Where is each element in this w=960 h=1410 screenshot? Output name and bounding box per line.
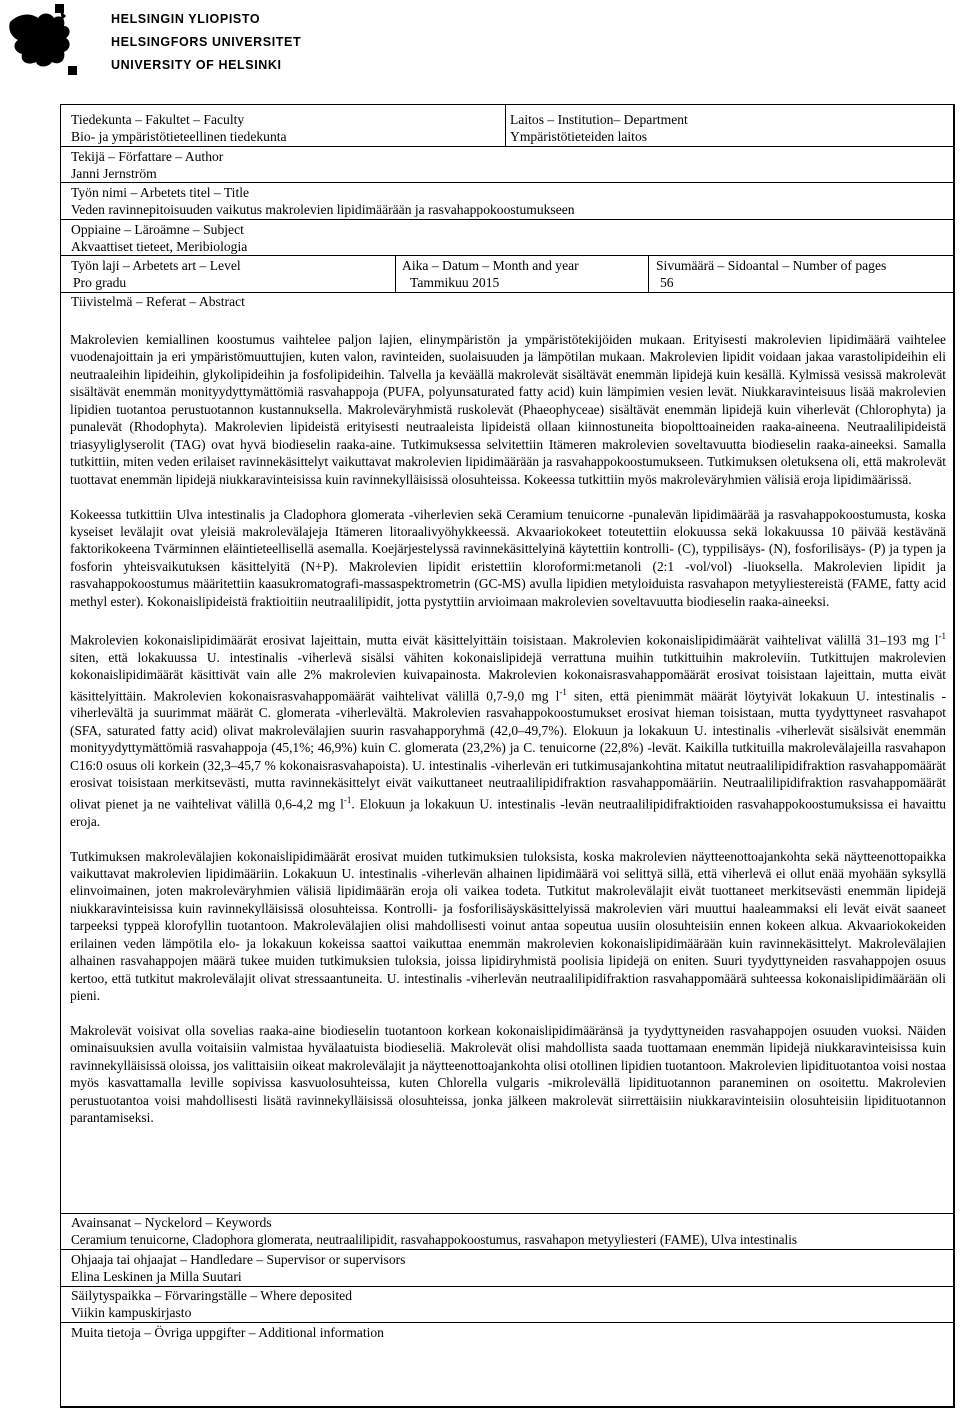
deposited-value: Viikin kampuskirjasto [71, 1305, 192, 1320]
level-value: Pro gradu [73, 275, 127, 290]
subject-label: Oppiaine – Läroämne – Subject [71, 222, 244, 237]
row-divider [60, 219, 955, 220]
superscript: -1 [559, 686, 567, 697]
deposited-label: Säilytyspaikka – Förvaringställe – Where deposited [71, 1288, 353, 1303]
abstract-paragraph: Makrolevien kemiallinen koostumus vaihtelee paljon lajien, elinympäristön ja ympäristötekijöiden mukaan. Erityisesti makrolevien lipidimäärä vaihtelee vuodenajoittain ja eri ympäristömuuttujien, kuten valon, ravinteiden, suolaisuuden ja lämpötilan mukaan. Makrolevien lipidit voidaan jakaa varastolipideihin eli neutraaleihin lipideihin, glykolipideihin ja fosfolipideihin. Talvella ja keväällä makrolevät sisältävät enemmän lipidejä kuin kesällä. Kylmissä vesissä makrolevät sisältävät enemmän monityydyttymättömiä rasvahappoja (PUFA, polyunsaturated fatty acid) kuin lämpimien vesien levät. Niukkaravinteisuus lisää makrolevien lipidien tuotantoa perustuotannon kustannuksella. Makroleväryhmistä ruskolevät (Phaeophyceae) sisältävät enemmän lipidejä kuin viherlevät (Chlorophyta) ja punalevät (Rhodophyta). Makrolevien lipideistä erityisesti neutraaleista lipideistä ollaan kiinnostuneita biopolttoaineiden raaka-aineena. Neutraalilipideistä triasyyliglyserolit (TAG) ovat hyvä biodieselin raaka-aine. Tutkimuksessa selvitettiin Itämeren makrolevien soveltavuutta biodieselin raaka-aineeksi. Samalla tutkittiin, miten veden erilaiset ravinnekäsittelyt vaikuttavat makrolevien lipidimäärään ja rasvahappokoostumukseen. Tutkimuksen oletuksena oli, että makrolevät tuottavat enemmän lipidejä niukkaravinteisissa kuin ravinnekylläisissä olosuhteissa. Kokeessa tutkittiin myös makroleväryhmien välisiä eroja lipidimäärissä. [70, 332, 946, 487]
column-divider [648, 255, 649, 292]
superscript: -1 [343, 794, 352, 805]
level-label: Työn laji – Arbetets art – Level [71, 258, 241, 273]
supervisor-value: Elina Leskinen ja Milla Suutari [71, 1269, 242, 1284]
university-name-sv: HELSINGFORS UNIVERSITET [111, 35, 302, 49]
supervisor-label: Ohjaaja tai ohjaajat – Handledare – Supervisor or supervisors [71, 1252, 406, 1267]
abstract-paragraph: Kokeessa tutkittiin Ulva intestinalis ja Cladophora glomerata -viherlevien sekä Ceramium tenuicorne -punalevän lipidimäärää ja rasvahappokoostumusta, koska kyseiset levälajit ovat yleisiä makrolevälajeja Itämeren litoraalivyöhykkeessä. Akvaariokokeet toteutettiin elokuussa sekä lokakuussa 10 päivää kestävänä faktorikokeena Tvärminnen eläintieteellisellä asemalla. Koejärjestelyssä ravinnekäsittelyinä käytettiin kontrolli- (C), typpilisäys- (N), fosforilisäys- (P) ja typen ja fosforin yhteisvaikutuksen käsittelyitä (N+P). Makrolevien lipidit eristettiin kloroformi:metanoli (2:1 -vol/vol) -liuoksella. Makrolevien lipidit ja rasvahappokoostumus määritettiin kaasukromatografi-massaspektrometrin (GC-MS) avulla lipidien metyloiduista rasvahapon metyyliestereistä (FAME, fatty acid methyl ester). Kokonaislipideistä fraktioitiin neutraalilipidit, jotta pystyttiin arvioimaan makrolevien soveltavuutta biodieselin raaka-aineeksi. [70, 506, 946, 609]
row-divider [60, 1249, 955, 1250]
department-label: Laitos – Institution– Department [510, 112, 688, 127]
abstract-paragraph: Tutkimuksen makrolevälajien kokonaislipidimäärät erosivat muiden tutkimuksien tuloksista, koska makrolevien näytteenottoajankohta sekä näytteenottopaikka vaikuttavat makrolevien lipidimääriin. Lokakuun U. intestinalis -viherlevän alhainen lipidimäärä voi selittyä sillä, että viherlevä ei ollut enää myohään syksyllä elinvoimainen, joten makroleväryhmien välisiä lipidimäärän eroja oli vaikea todeta. Tutkitut makrolevälajit eivät tuottaneet merkitsevästi enemmän lipidejä niukkaravinteisissa kuin ravinnekylläisissä olosuhteissa. Kontrolli- ja fosforilisäyskäsittelyissä makrolevien väri muuttui haaleammaksi eli levät eivät saaneet tarpeeksi typpeä klorofyllin tuotantoon. Makrolevälajien olisi mahdollisesti voinut antaa sopeutua uusiin olosuhteisiin ennen kokeen alkua. Akvaariokokeiden erilainen veden lämpötila elo- ja lokakuun kokeissa saattoi vaikuttaa enemmän makrolevien kokonaislipidimäärään kuin ravinnekäsittelyt. Makrolevälajien alhainen rasvahappojen määrä tukee muiden tutkimuksien tuloksia, joissa lipidiryhmistä poolisia lipidejä on eniten. Suuri tyydyttyneiden rasvahappojen osuus kertoo, että tutkitut makrolevälajit olivat stressaantuneita. U. intestinalis -viherlevän neutraalilipidifraktion rasvahappomäärä suhteessa kokonaislipidimäärään oli pieni. [70, 848, 946, 1004]
university-name-fi: HELSINGIN YLIOPISTO [111, 12, 261, 26]
pages-value: 56 [660, 275, 674, 290]
subject-value: Akvaattiset tieteet, Meribiologia [71, 239, 248, 254]
university-names [111, 8, 301, 77]
abstract-paragraph [70, 628, 946, 830]
row-divider [60, 1322, 955, 1323]
pages-label: Sivumäärä – Sidoantal – Number of pages [656, 258, 887, 273]
abstract-text: . Elokuun ja lokakuun U. intestinalis -levän neutraalilipidifraktioiden rasvahappokoostumuksissa ei havaittu eroja. [70, 796, 947, 829]
title-value: Veden ravinnepitoisuuden vaikutus makrolevien lipidimäärään ja rasvahappokoostumukseen [71, 202, 575, 217]
column-divider [505, 104, 506, 146]
university-logo-icon [8, 2, 108, 77]
superscript: -1 [938, 630, 946, 641]
additional-info-label: Muita tietoja – Övriga uppgifter – Additional information [71, 1325, 384, 1340]
column-divider [395, 255, 396, 292]
keywords-label: Avainsanat – Nyckelord – Keywords [71, 1215, 272, 1230]
date-value: Tammikuu 2015 [410, 275, 500, 290]
keywords-value: Ceramium tenuicorne, Cladophora glomerata, neutraalilipidit, rasvahappokoostumus, rasvahapon metyyliesteri (FAME), Ulva intestinalis [71, 1232, 797, 1247]
abstract-text: siten, että pienimmät määrät löytyivät lokakuun U. intestinalis -viherlevältä ja suurimmat määrät C. glomerata -viherlevältä. Makrolevien rasvahappokoostumukset erosivat hieman toisistaan, mutta tyydyttyneet rasvahapot (SFA, saturated fatty acid) olivat makrolevälajien suurin rasvahapporyhmä (42,0–49,7%). Elokuun ja lokakuun U. intestinalis -viherlevät sisälsivät enemmän monityydyttymättömiä rasvahappoja (45,1%; 46,9%) kuin C. glomerata (23,2%) ja C. tenuicorne (22,8%) -levät. Kaikilla tutkituilla makrolevälajeilla rasvahapon C16:0 osuus oli korkein (32,3–45,7 % kokonaisrasvahapoista). U. intestinalis -viherlevän eri tutkimusajankohtina mitatut neutraalilipidifraktion rasvahappomäärät erosivat toisistaan merkitsevästi, mutta ravinnekäsittelyt eivät vaikuttaneet neutraalilipidifraktion rasvahappomääriin. Neutraalilipidifraktion rasvahappomäärät olivat pienet ja ne vaihtelivat välillä 0,6-4,2 mg l [70, 687, 946, 812]
abstract-label: Tiivistelmä – Referat – Abstract [71, 294, 245, 309]
abstract-text: siten, että lokakuussa U. intestinalis -viherlevä sisälsi vähiten kokonaislipidejä verrattuna muihin tutkittuihin makroleviin. Tutkittujen makrolevien kokonaislipidimäärät käsittivät vain alle 2% makrolevien kuivapainosta. Makrolevien kokonaisrasvahappomäärät erosivat toisistaan lajeittain, mutta eivät käsittelyittäin. Makrolevien kokonaisrasvahappomäärät vaihtelivat välillä 0,7-9,0 mg l [70, 649, 946, 703]
date-label: Aika – Datum – Month and year [402, 258, 579, 273]
faculty-value: Bio- ja ympäristötieteellinen tiedekunta [71, 129, 287, 144]
faculty-label: Tiedekunta – Fakultet – Faculty [71, 112, 245, 127]
title-label: Työn nimi – Arbetets titel – Title [71, 185, 250, 200]
university-name-en: UNIVERSITY OF HELSINKI [111, 58, 282, 72]
department-value: Ympäristötieteiden laitos [510, 129, 648, 144]
abstract-paragraph: Makrolevät voisivat olla sovelias raaka-aine biodieselin tuotantoon korkean kokonaislipidimääränsä ja tyydyttyneiden rasvahappojen osuuden vuoksi. Näiden ominaisuuksien avulla voitaisiin valmistaa hyvälaatuista biodieseliä. Makrolevät olisi mahdollista saada tuottamaan enemmän lipidejä niukkaravinteisissa kuin ravinnekylläisissä oloissa, jos valittaisiin oikeat makrolevälajit ja näytteenottoajankohta olisi otollinen lipidien tuotantoon. Makrolevien lipidituotantoa voisi nostaa myös kasvattamalla leville sopivissa kasvuolosuhteissa, kuten Chlorella vulgaris -mikrolevällä lipidituotannon paraneminen on osoitettu. Makrolevien perustuotantoa voisi mahdollisesti lisätä ravinnekylläisissä olosuhteissa, jonka jälkeen makrolevät siirrettäisiin niukkaravinteisiin olosuhteisiin lipidituotannon parantamiseksi. [70, 1023, 946, 1126]
abstract-body [70, 331, 946, 1127]
abstract-text: Makrolevien kokonaislipidimäärät erosivat lajeittain, mutta eivät käsittelyittäin toisistaan. Makrolevien kokonaislipidimäärät vaihtelivat välillä 31–193 mg l [70, 632, 939, 648]
author-value: Janni Jernström [71, 166, 157, 181]
author-label: Tekijä – Författare – Author [71, 149, 224, 164]
row-divider [60, 146, 955, 147]
row-divider [60, 182, 955, 183]
